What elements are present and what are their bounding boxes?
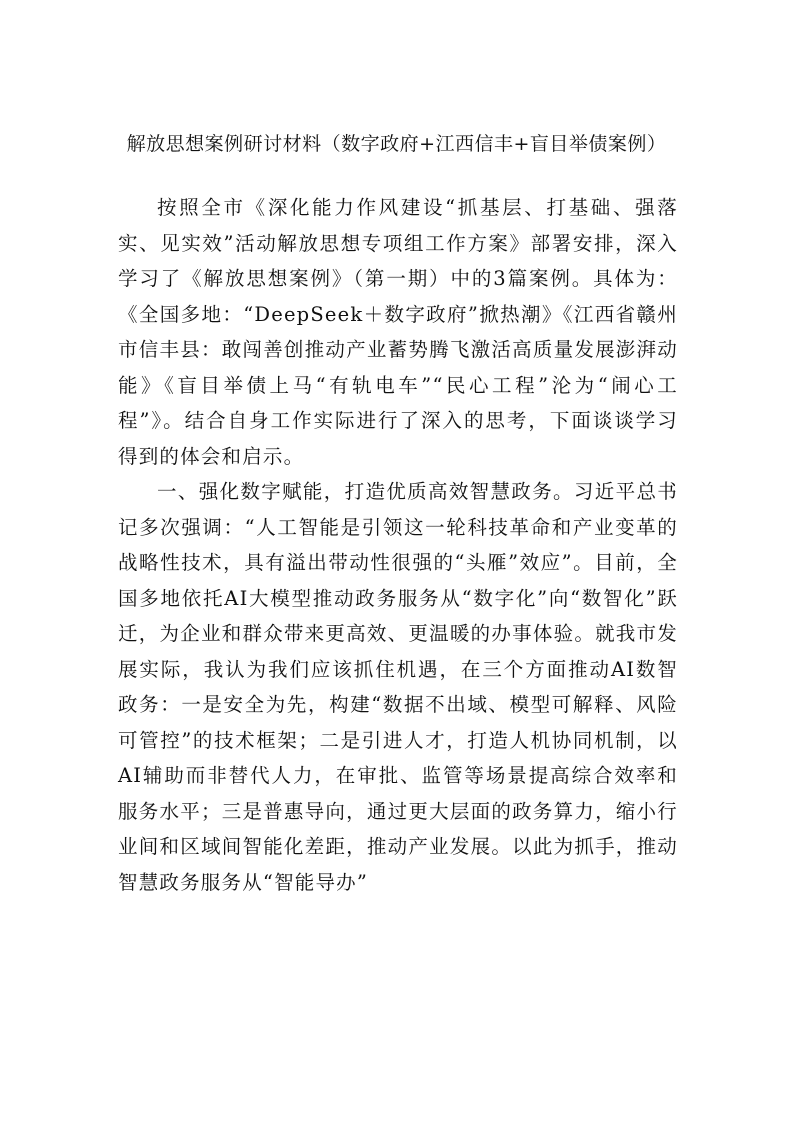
document-title: 解放思想案例研讨材料（数字政府+江西信丰+盲目举债案例） (126, 133, 667, 155)
paragraph-section-one: 一、强化数字赋能，打造优质高效智慧政务。习近平总书记多次强调：“人工智能是引领这一轮科技革命和产业变革的战略性技术，具有溢出带动性很强的“头雁”效应”。目前，全国多地依托AI大模型推动政务服务从“数字化”向“数智化”跃迁，为企业和群众带来更高效、更温暖的办事体验。就我市发展实际，我认为我们应该抓住机遇，在三个方面推动AI数智政务：一是安全为先，构建“数据不出域、模型可解释、风险可管控”的技术框架；二是引进人才，打造人机协同机制，以AI辅助而非替代人力，在审批、监管等场景提高综合效率和服务水平；三是普惠导向，通过更大层面的政务算力，缩小行业间和区域间智能化差距，推动产业发展。以此为抓手，推动智慧政务服务从“智能导办” (118, 480, 678, 894)
document-body (118, 190, 678, 900)
paragraph-intro: 按照全市《深化能力作风建设“抓基层、打基础、强落实、见实效”活动解放思想专项组工作方案》部署安排，深入学习了《解放思想案例》（第一期）中的3篇案例。具体为：《全国多地：“DeepSeek＋数字政府”掀热潮》《江西省赣州市信丰县：敢闯善创推动产业蓄势腾飞激活高质量发展澎湃动能》《盲目举债上马“有轨电车”“民心工程”沦为“闹心工程”》。结合自身工作实际进行了深入的思考，下面谈谈学习得到的体会和启示。 (118, 196, 678, 468)
